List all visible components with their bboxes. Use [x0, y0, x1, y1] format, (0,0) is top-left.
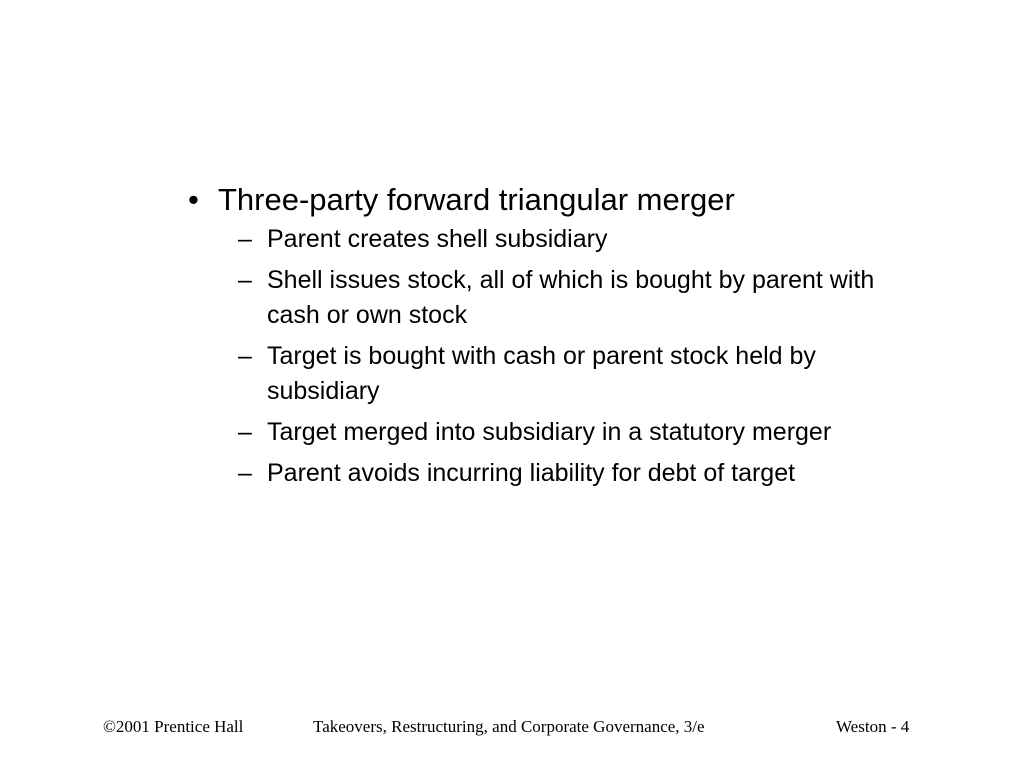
- sub-bullet-text: Parent avoids incurring liability for debt of target: [267, 459, 796, 487]
- slide-content: [186, 180, 926, 497]
- dash-icon: –: [238, 459, 252, 487]
- sub-bullet-text: Shell issues stock, all of which is bought by parent with cash or own stock: [267, 266, 875, 329]
- sub-bullet-item: [238, 339, 887, 409]
- footer-copyright: ©2001 Prentice Hall: [103, 717, 244, 736]
- main-bullet: [186, 180, 926, 220]
- dash-icon: –: [238, 266, 252, 294]
- dash-icon: –: [238, 418, 252, 446]
- sub-bullet-item: [238, 222, 887, 257]
- sub-bullet-text: Target merged into subsidiary in a statutory merger: [267, 418, 832, 446]
- sub-bullet-item: [238, 415, 887, 450]
- dash-icon: –: [238, 225, 252, 253]
- footer-page-number: Weston - 4: [836, 717, 910, 736]
- sub-bullet-item: [238, 456, 887, 491]
- sub-bullet-text: Parent creates shell subsidiary: [267, 225, 608, 253]
- main-bullet-text: Three-party forward triangular merger: [218, 182, 735, 217]
- footer-book-title: Takeovers, Restructuring, and Corporate Governance, 3/e: [313, 717, 705, 736]
- bullet-icon: •: [188, 182, 199, 217]
- sub-bullet-text: Target is bought with cash or parent stock held by subsidiary: [267, 342, 816, 405]
- sub-bullet-item: [238, 263, 887, 333]
- sub-bullet-list: [186, 222, 926, 491]
- dash-icon: –: [238, 342, 252, 370]
